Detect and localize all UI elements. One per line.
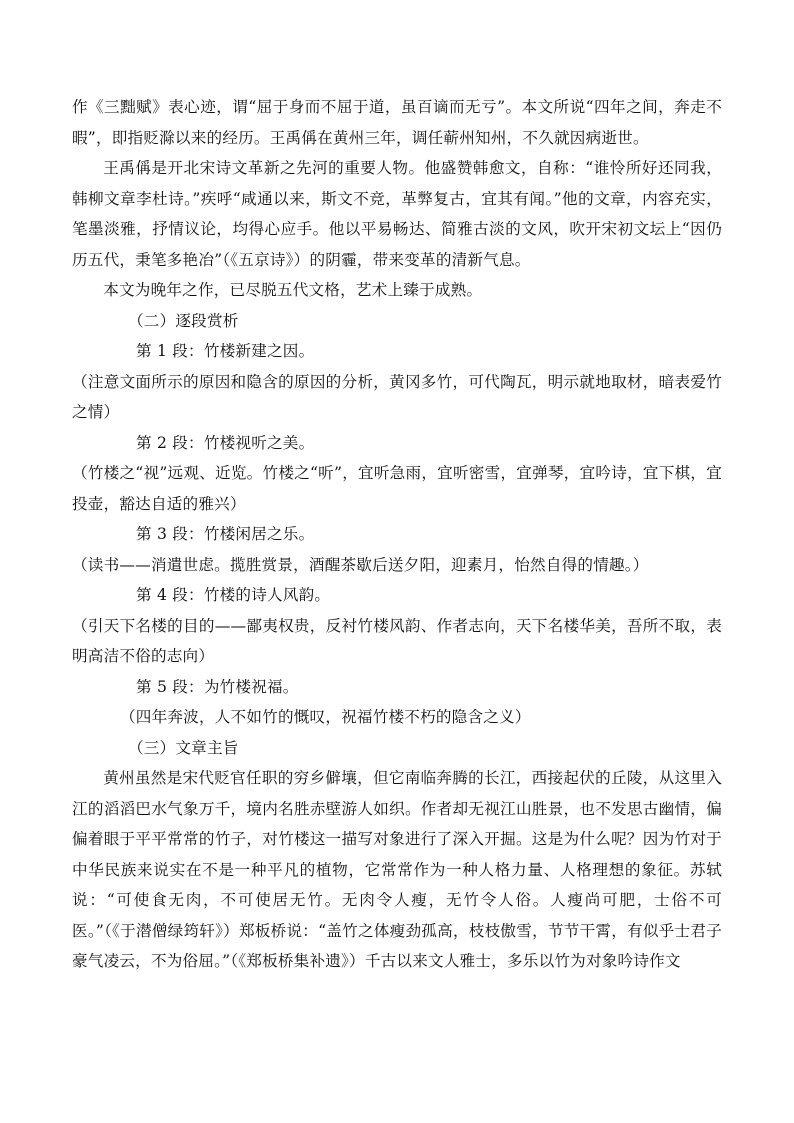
segment-1-heading: 第 1 段：竹楼新建之因。 [136,342,315,360]
section-title-analysis: （二）逐段赏析 [128,311,239,330]
segment-2-heading: 第 2 段：竹楼视听之美。 [136,433,315,452]
paragraph-theme-bamboo: 黄州虽然是宋代贬官任职的穷乡僻壤，但它南临奔腾的长江，西接起伏的丘陵，从这里入江的滔滔巴水气象万千，境内名胜赤壁游人如织。作者却无视江山胜景，也不发思古幽情，偏偏着眼于平平常常的竹子，对竹楼这一描写对象进行了深入开掘。这是为什么呢？因为竹对于中华民族来说实在不是一种平凡的植物，它常常作为一种人格力量、人格理想的象征。苏轼说：“可使食无肉，不可使居无竹。无肉令人瘦，无竹令人俗。人瘦尚可肥，士俗不可医。”（《于潜僧绿筠轩》）郑板桥说：“盖竹之体瘦劲孤高，枝枝傲雪，节节干霄，有似乎士君子豪气凌云，不为俗屈。”（《郑板桥集补遗》）千古以来文人雅士，多乐以竹为对象吟诗作文 [72,769,722,970]
segment-5-note: （四年奔波，人不如竹的慨叹，祝福竹楼不朽的隐含之义） [120,708,531,726]
segment-3-heading: 第 3 段：竹楼闲居之乐。 [136,525,315,543]
segment-4-heading: 第 4 段：竹楼的诗人风韵。 [136,586,331,604]
document-page [72,92,722,977]
section-title-theme: （三）文章主旨 [128,738,239,757]
paragraph-exile-context: 作《三黜赋》表心迹，谓“屈于身而不屈于道，虽百谪而无亏”。本文所说“四年之间，奔走不暇”，即指贬滁以来的经历。王禹偁在黄州三年，调任蕲州知州，不久就因病逝世。 [72,98,722,147]
segment-5-heading: 第 5 段：为竹楼祝福。 [136,677,299,696]
segment-4-note: （引天下名楼的目的——鄙夷权贵，反衬竹楼风韵、作者志向，天下名楼华美，吾所不取，表明高洁不俗的志向） [72,616,722,665]
segment-3-note: （读书——消遣世虑。揽胜赏景，酒醒茶歇后送夕阳，迎素月，怡然自得的情趣。） [72,555,649,574]
segment-1-note: （注意文面所示的原因和隐含的原因的分析，黄冈多竹，可代陶瓦，明示就地取材，暗表爱竹之情） [72,372,722,421]
segment-2-note: （竹楼之“视”远观、近览。竹楼之“听”，宜听急雨，宜听密雪，宜弹琴，宜吟诗，宜下棋，宜投壶，豁达自适的雅兴） [72,464,722,513]
paragraph-author-significance: 王禹偁是开北宋诗文革新之先河的重要人物。他盛赞韩愈文，自称：“谁怜所好还同我，韩柳文章李杜诗。”疾呼“咸通以来，斯文不竞，革弊复古，宜其有闻。”他的文章，内容充实，笔墨淡雅，抒情议论，均得心应手。他以平易畅达、简雅古淡的文风，吹开宋初文坛上“因仍历五代，秉笔多艳冶”（《五京诗》）的阴霾，带来变革的清新气息。 [72,159,722,269]
paragraph-late-work: 本文为晚年之作，已尽脱五代文格，艺术上臻于成熟。 [103,281,483,299]
